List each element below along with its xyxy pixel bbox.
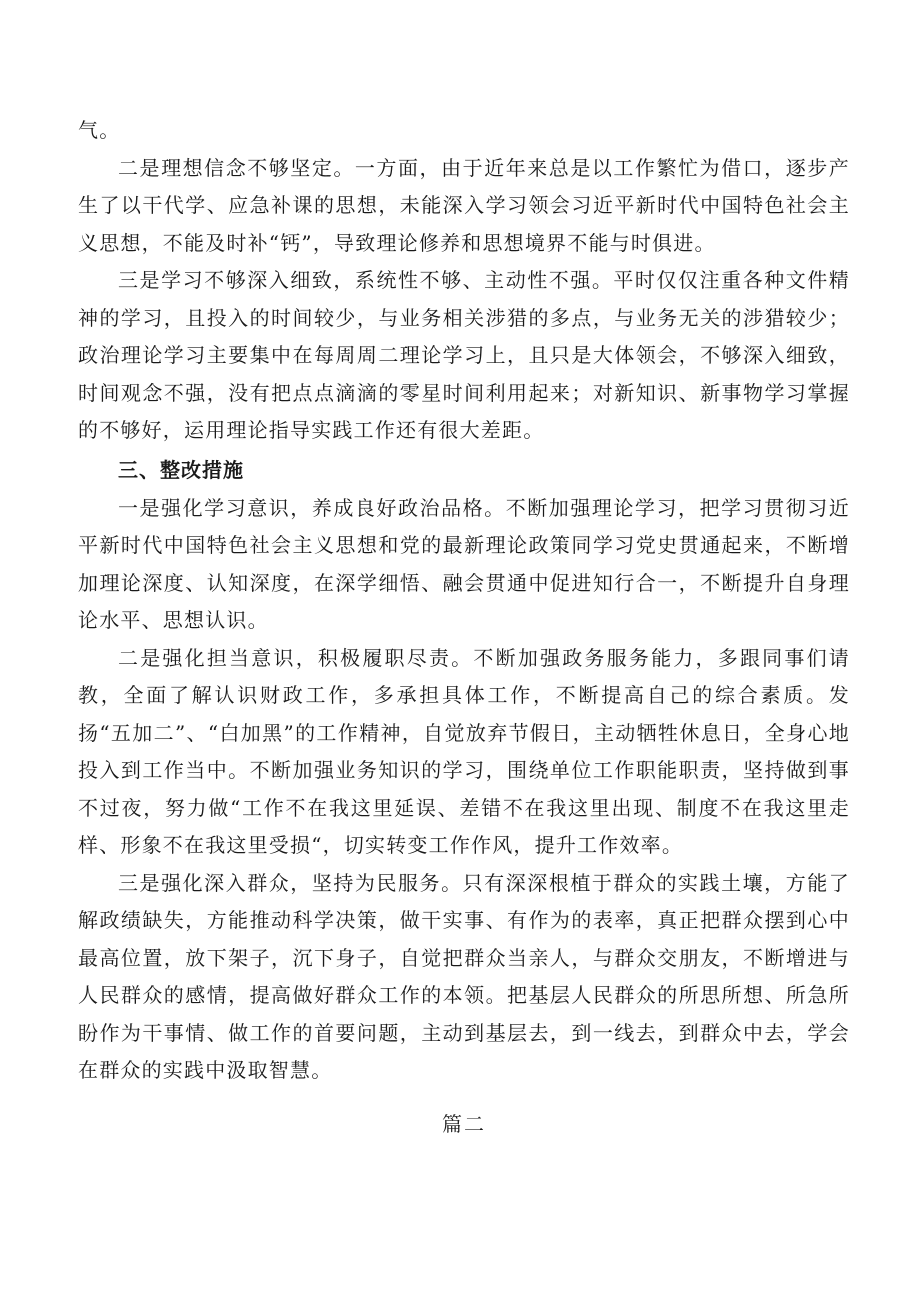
paragraph-measure-1: 一是强化学习意识，养成良好政治品格。不断加强理论学习，把学习贯彻习近平新时代中国特色社会主义思想和党的最新理论政策同学习党史贯通起来，不断增加理论深度、认知深度，在深学细悟、融会贯通中促进知行合一，不断提升自身理论水平、思想认识。 bbox=[78, 495, 850, 632]
document-page bbox=[78, 112, 850, 1144]
heading-rectification-measures: 三、整改措施 bbox=[118, 457, 244, 482]
paragraph-continuation: 气。 bbox=[78, 118, 121, 142]
paragraph-measure-3: 三是强化深入群众，坚持为民服务。只有深深根植于群众的实践土壤，方能了解政绩缺失，方能推动科学决策，做干实事、有作为的表率，真正把群众摆到心中最高位置，放下架子，沉下身子，自觉把群众当亲人，与群众交朋友，不断增进与人民群众的感情，提高做好群众工作的本领。把基层人民群众的所思所想、所急所盼作为干事情、做工作的首要问题，主动到基层去，到一线去，到群众中去，学会在群众的实践中汲取智慧。 bbox=[78, 870, 850, 1082]
paragraph-study-depth: 三是学习不够深入细致，系统性不够、主动性不强。平时仅仅注重各种文件精神的学习，且投入的时间较少，与业务相关涉猎的多点，与业务无关的涉猎较少；政治理论学习主要集中在每周周二理论学习上，且只是大体领会，不够深入细致，时间观念不强，没有把点点滴滴的零星时间利用起来；对新知识、新事物学习掌握的不够好，运用理论指导实践工作还有很大差距。 bbox=[78, 268, 850, 442]
section-title-part-two: 篇二 bbox=[442, 1111, 486, 1136]
paragraph-measure-2: 二是强化担当意识，积极履职尽责。不断加强政务服务能力，多跟同事们请教，全面了解认识财政工作，多承担具体工作，不断提高自己的综合素质。发扬“五加二”、“白加黑”的工作精神，自觉放弃节假日，主动牺牲休息日，全身心地投入到工作当中。不断加强业务知识的学习，围绕单位工作职能职责，坚持做到事不过夜，努力做“工作不在我这里延误、差错不在我这里出现、制度不在我这里走样、形象不在我这里受损“，切实转变工作作风，提升工作效率。 bbox=[78, 645, 850, 857]
paragraph-ideals-belief: 二是理想信念不够坚定。一方面，由于近年来总是以工作繁忙为借口，逐步产生了以干代学、应急补课的思想，未能深入学习领会习近平新时代中国特色社会主义思想，不能及时补“钙”，导致理论修养和思想境界不能与时俱进。 bbox=[78, 155, 850, 255]
